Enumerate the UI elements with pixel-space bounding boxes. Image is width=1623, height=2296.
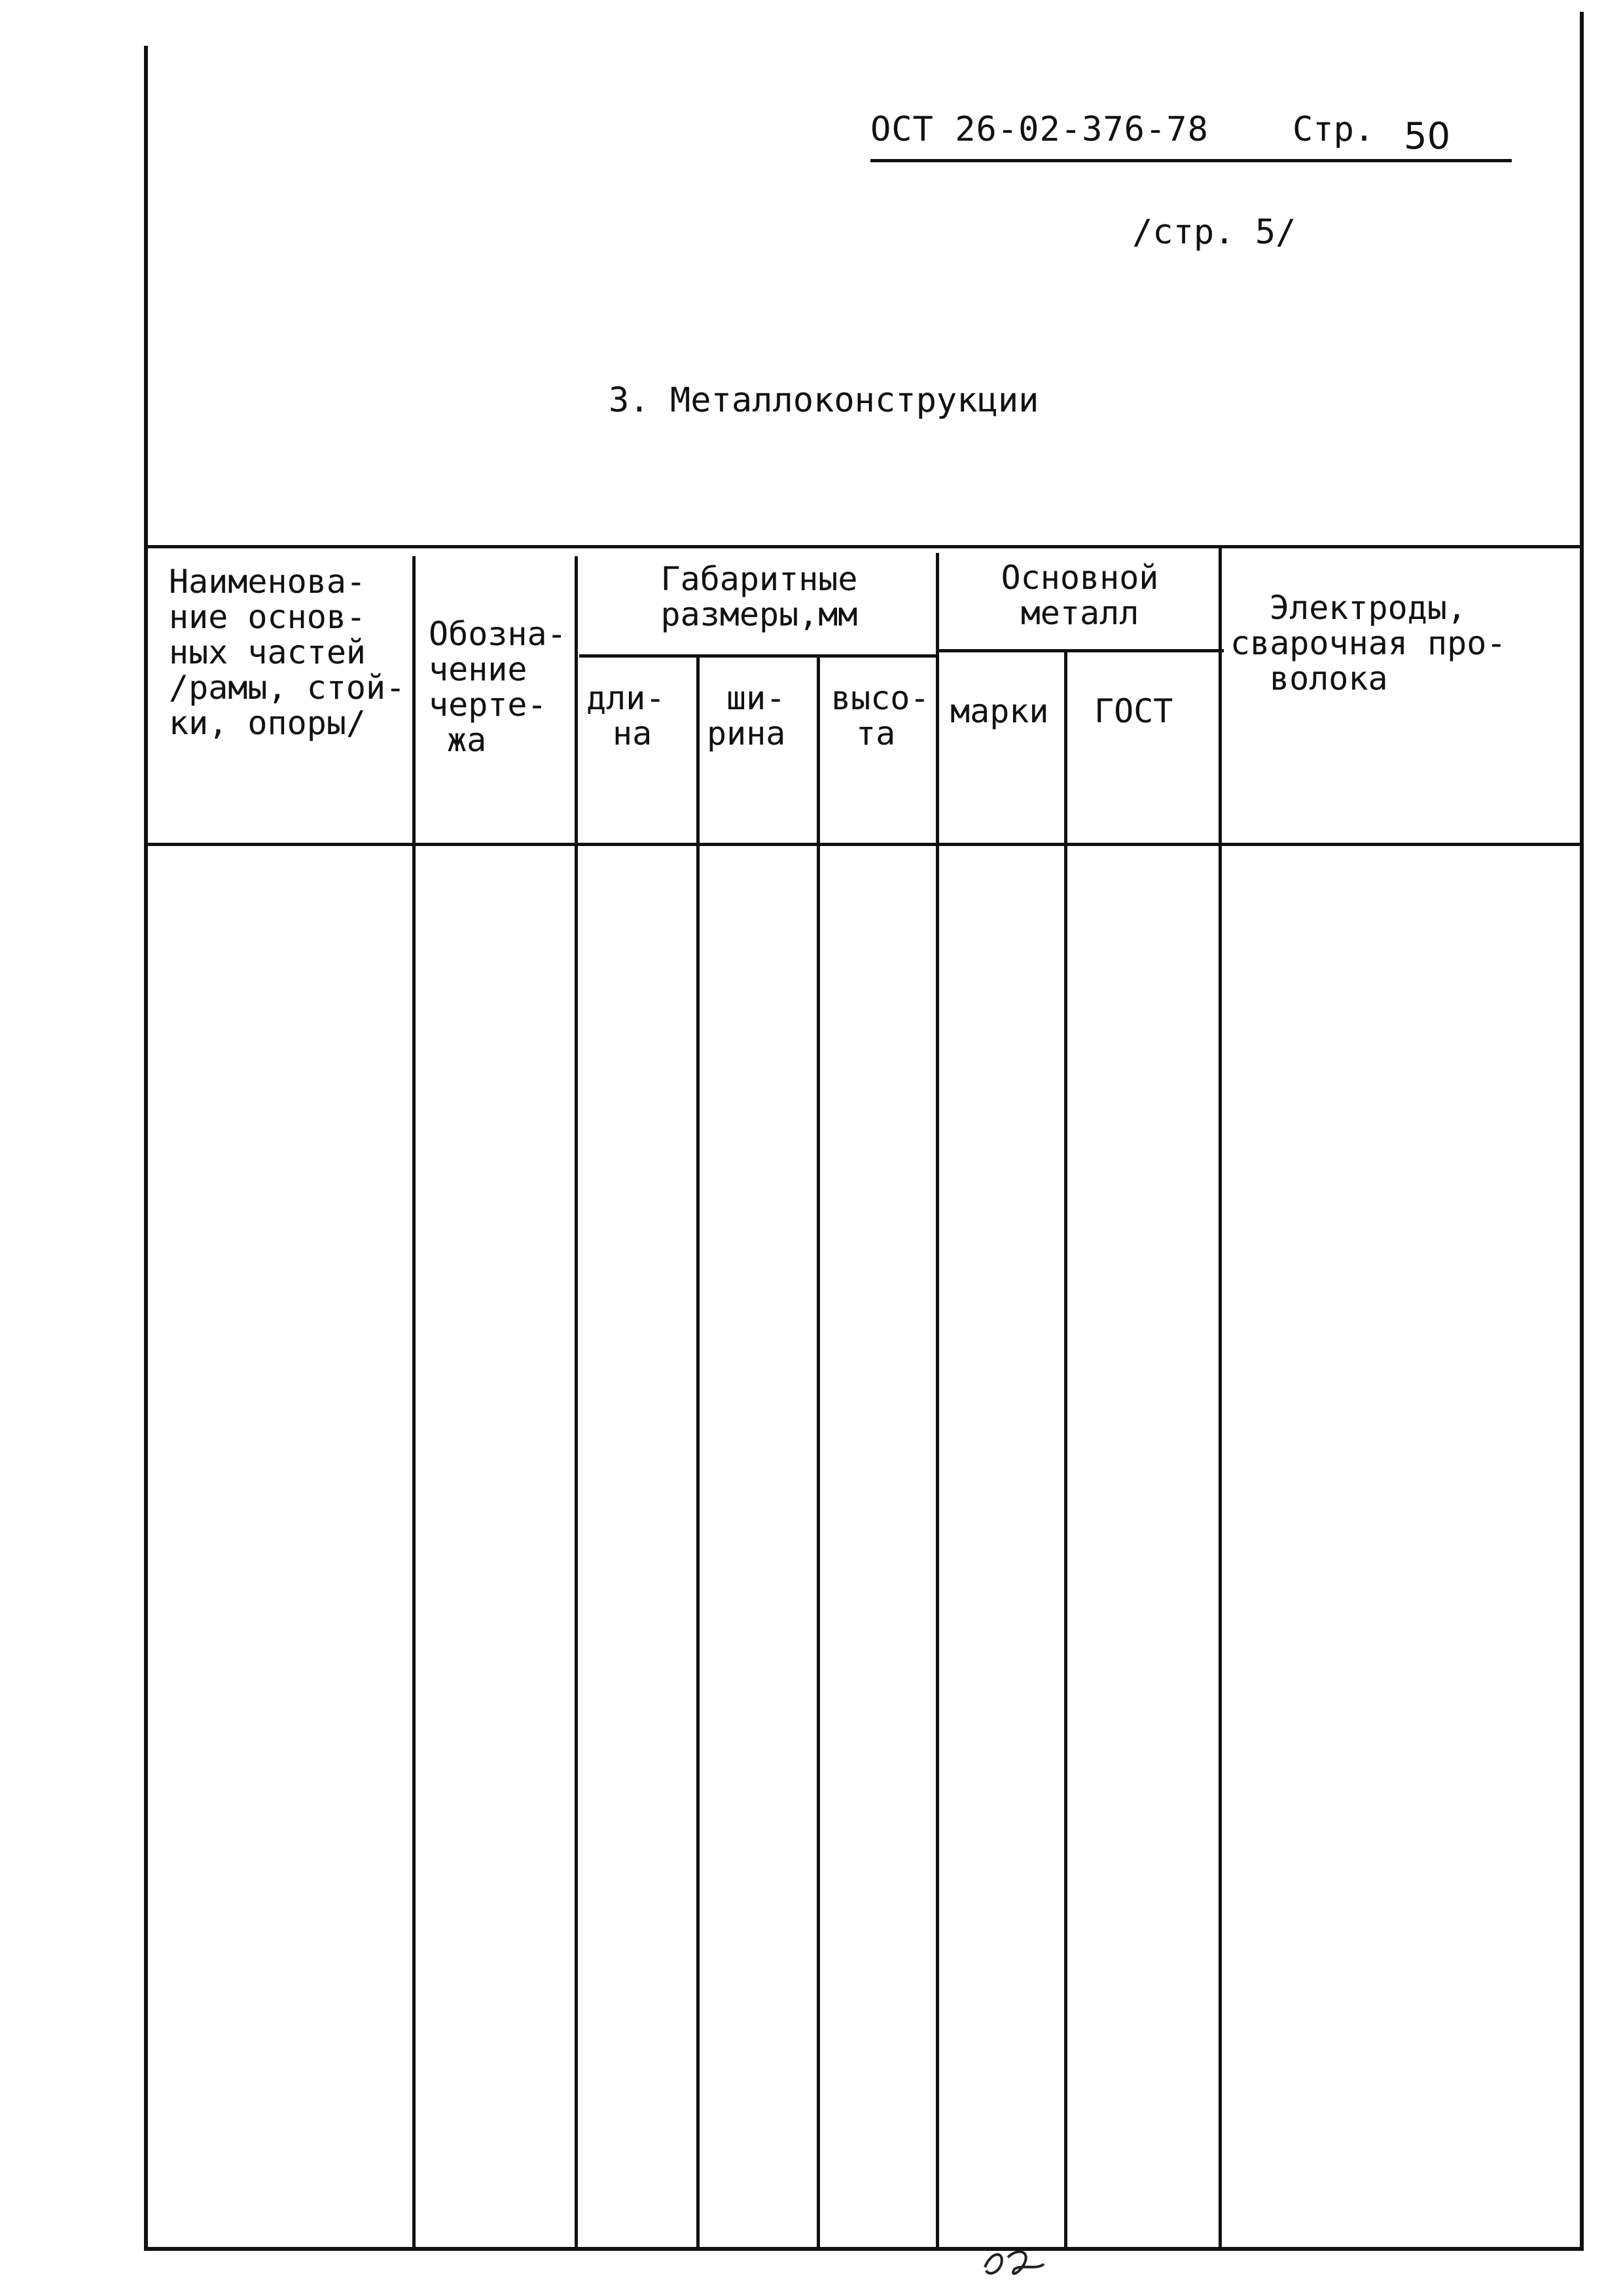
header-text-line: Наименова-: [169, 563, 366, 601]
header-text-line: на: [613, 715, 652, 752]
header-text-line: ши-: [726, 679, 786, 717]
table-top-border: [144, 545, 1584, 548]
header-text-line: Основной: [1001, 559, 1159, 597]
col-divider-7: [1219, 548, 1222, 2250]
header-cell-width: [707, 680, 785, 751]
header-text-line: та: [856, 715, 896, 752]
header-underline: [870, 159, 1512, 162]
header-text-line: рина: [707, 715, 786, 752]
header-text-line: ных частей: [169, 633, 366, 671]
header-cell-part-name: [169, 564, 405, 741]
header-cell-overall-dimensions: [579, 561, 939, 632]
header-cell-base-metal: [936, 560, 1224, 631]
header-text-line: размеры,мм: [660, 595, 858, 633]
header-cell-metal-gost: [1094, 694, 1173, 729]
col-divider-1: [412, 556, 416, 2250]
header-text-line: ки, опоры/: [169, 704, 366, 742]
header-cell-length: [586, 680, 665, 751]
header-cell-electrodes: [1230, 590, 1506, 696]
col-divider-3: [696, 656, 700, 2250]
document-code: ОСТ 26-02-376-78: [870, 110, 1209, 149]
header-text-line: Габаритные: [660, 560, 858, 598]
header-text-line: черте-: [429, 686, 547, 724]
col-divider-5: [936, 553, 939, 2250]
page-label: Стр.: [1293, 110, 1375, 149]
header-text-line: Обозна-: [429, 615, 567, 653]
header-text-line: марки: [950, 692, 1049, 730]
section-title: 3. Металлоконструкции: [609, 381, 1039, 420]
header-cell-drawing-designation: [429, 616, 567, 758]
handwritten-mark: [978, 2238, 1050, 2284]
header-text-line: Электроды,: [1270, 589, 1467, 627]
header-text-line: /рамы, стой-: [169, 669, 406, 707]
header-cell-metal-grade: [950, 694, 1049, 729]
header-text-line: сварочная про-: [1230, 624, 1507, 662]
sub-page-reference: /стр. 5/: [1132, 213, 1296, 252]
header-cell-height: [831, 680, 930, 751]
frame-right-border: [1580, 12, 1584, 2251]
header-text-line: ние основ-: [169, 598, 366, 636]
col-divider-4: [817, 656, 820, 2250]
page-number: 50: [1404, 115, 1451, 158]
table-group-divider-dimensions: [579, 654, 939, 658]
table-group-divider-metal: [936, 649, 1224, 652]
header-text-line: металл: [1020, 594, 1139, 632]
header-text-line: чение: [429, 650, 527, 688]
table-header-bottom-border: [144, 843, 1584, 846]
header-text-line: высо-: [831, 679, 930, 717]
col-divider-6: [1064, 651, 1067, 2250]
header-text-line: волока: [1270, 660, 1388, 698]
col-divider-2: [575, 556, 578, 2250]
frame-left-border: [144, 46, 148, 2251]
header-text-line: жа: [447, 721, 487, 759]
header-text-line: дли-: [586, 679, 666, 717]
frame-bottom-border: [144, 2247, 1584, 2251]
header-text-line: ГОСТ: [1094, 692, 1173, 730]
